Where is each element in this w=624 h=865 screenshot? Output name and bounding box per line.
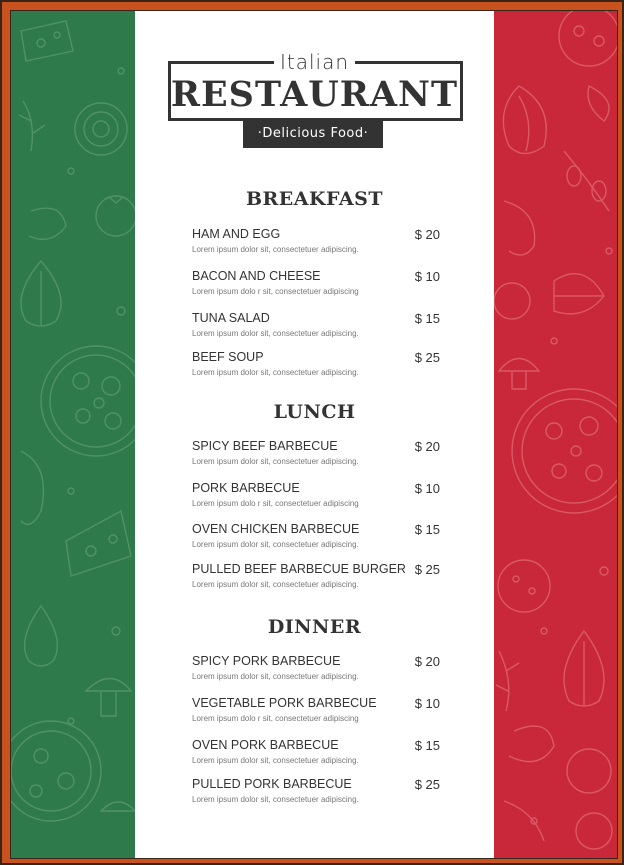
menu-item [192, 738, 440, 767]
menu-item-name: PULLED PORK BARBECUE [192, 777, 352, 791]
cheese-icon-2 [66, 511, 131, 576]
menu-item-description: Lorem ipsum dolor sit, consectetuer adipiscing. [192, 457, 359, 466]
menu-item-name: SPICY BEEF BARBECUE [192, 439, 338, 453]
menu-item-description: Lorem ipsum dolo r sit, consectetuer adipiscing [192, 714, 359, 723]
onion-icon [503, 86, 546, 154]
tomato-icon-2 [567, 749, 611, 793]
menu-item-price: $ 20 [414, 227, 440, 242]
menu-item-name: HAM AND EGG [192, 227, 281, 241]
menu-item-description: Lorem ipsum dolor sit, consectetuer adipiscing. [192, 580, 359, 589]
logo-tagline: ·Delicious Food· [243, 120, 383, 148]
section-title-dinner: DINNER [267, 616, 362, 638]
onion-slice-icon [576, 813, 612, 849]
menu-item-name: OVEN CHICKEN BARBECUE [192, 522, 360, 536]
menu-item-description: Lorem ipsum dolor sit, consectetuer adipiscing. [192, 756, 359, 765]
menu-item-description: Lorem ipsum dolo r sit, consectetuer adipiscing [192, 287, 359, 296]
menu-item [192, 654, 440, 683]
menu-item-name: OVEN PORK BARBECUE [192, 738, 339, 752]
menu-item-price: $ 25 [414, 350, 440, 365]
menu-item [192, 481, 440, 510]
menu-item-name: VEGETABLE PORK BARBECUE [192, 696, 377, 710]
menu-item [192, 227, 440, 256]
menu-item-description: Lorem ipsum dolor sit, consectetuer adipiscing. [192, 540, 359, 549]
tomato-icon [494, 283, 530, 319]
section-title-breakfast: BREAKFAST [245, 188, 384, 210]
menu-item-price: $ 20 [414, 654, 440, 669]
cheese-icon [21, 21, 73, 61]
herb-icon [496, 651, 519, 711]
mushroom-icon [86, 679, 131, 717]
logo-italian-text: Italian [274, 50, 355, 74]
food-doodles-pattern-left [11, 11, 135, 858]
menu-item-price: $ 10 [414, 481, 440, 496]
herb-icon [19, 101, 45, 151]
menu-content-panel [135, 11, 494, 858]
menu-item-description: Lorem ipsum dolor sit, consectetuer adipiscing. [192, 672, 359, 681]
menu-item [192, 350, 440, 379]
menu-page [10, 10, 618, 859]
menu-item [192, 777, 440, 806]
menu-item-price: $ 15 [414, 738, 440, 753]
menu-item-description: Lorem ipsum dolor sit, consectetuer adipiscing. [192, 245, 359, 254]
menu-item [192, 696, 440, 725]
menu-item-description: Lorem ipsum dolor sit, consectetuer adipiscing. [192, 329, 359, 338]
menu-item-name: SPICY PORK BARBECUE [192, 654, 341, 668]
red-flag-band [494, 11, 618, 858]
menu-item-price: $ 25 [414, 777, 440, 792]
lemon-icon [588, 86, 609, 121]
menu-item [192, 439, 440, 468]
pepper-icon [21, 451, 44, 524]
pepperoni-icon [498, 560, 550, 612]
menu-item-description: Lorem ipsum dolor sit, consectetuer adipiscing. [192, 795, 359, 804]
logo-restaurant-text: RESTAURANT [170, 74, 459, 115]
menu-item-price: $ 10 [414, 269, 440, 284]
menu-item-name: PULLED BEEF BARBECUE BURGER [192, 562, 406, 576]
menu-item-description: Lorem ipsum dolor sit, consectetuer adipiscing. [192, 368, 359, 377]
menu-item-price: $ 25 [414, 562, 440, 577]
menu-item [192, 562, 440, 591]
menu-item-price: $ 15 [414, 522, 440, 537]
menu-item-description: Lorem ipsum dolo r sit, consectetuer adipiscing [192, 499, 359, 508]
pepper-icon [504, 201, 535, 255]
menu-item-price: $ 10 [414, 696, 440, 711]
section-title-lunch: LUNCH [273, 401, 356, 423]
pizza-icon [559, 11, 618, 66]
pizza-icon-2 [11, 721, 101, 821]
onion-slice-icon [75, 103, 127, 155]
mushroom-icon [499, 359, 539, 390]
olive-branch-icon [564, 151, 609, 211]
menu-item-name: BEEF SOUP [192, 350, 264, 364]
basil-icon [554, 274, 604, 314]
menu-item [192, 311, 440, 340]
food-doodles-pattern-right [494, 11, 618, 858]
shrimp-icon [29, 208, 66, 239]
mushroom-icon-2 [101, 802, 135, 811]
menu-item [192, 269, 440, 298]
menu-item-name: TUNA SALAD [192, 311, 270, 325]
menu-item-name: PORK BARBECUE [192, 481, 300, 495]
menu-item-price: $ 15 [414, 311, 440, 326]
shrimp-icon [509, 726, 554, 762]
menu-item-price: $ 20 [414, 439, 440, 454]
menu-item [192, 522, 440, 551]
pepper-icon-2 [504, 801, 544, 841]
green-flag-band [11, 11, 135, 858]
menu-item-name: BACON AND CHEESE [192, 269, 321, 283]
garlic-icon-2 [25, 606, 58, 666]
